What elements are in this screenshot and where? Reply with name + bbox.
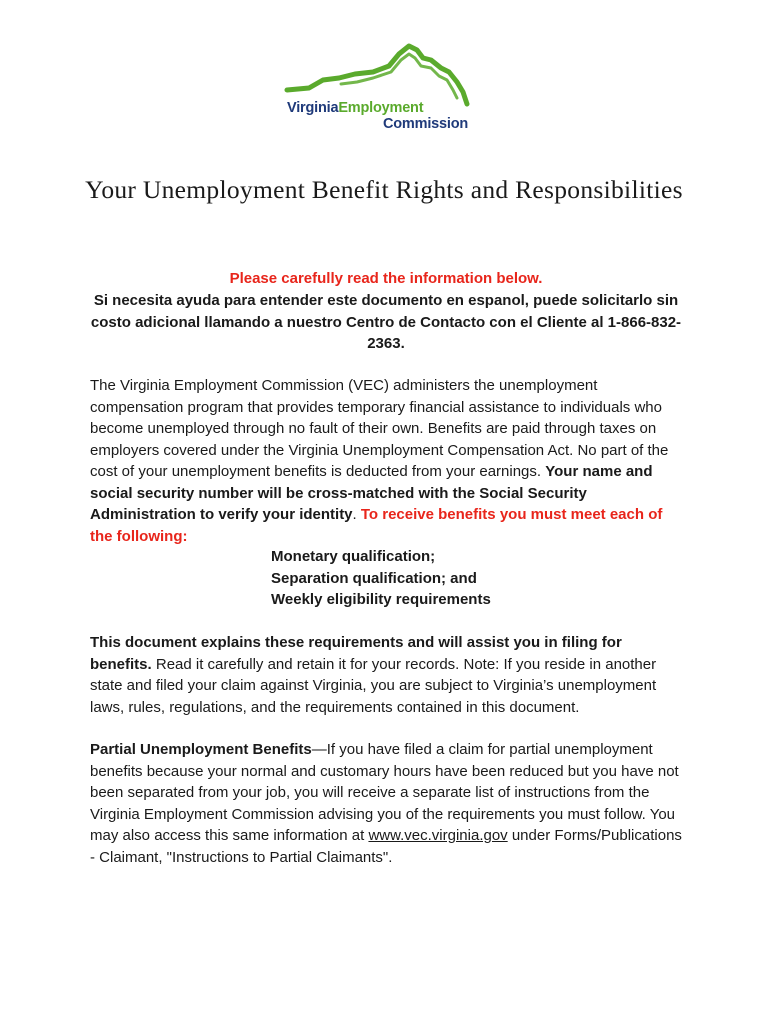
intro-text-2: . [352,506,361,523]
vec-website-link[interactable]: www.vec.virginia.gov [368,827,508,844]
explain-paragraph [90,632,682,718]
intro-text-1: The Virginia Employment Commission (VEC) administers the unemployment compensation program that provides temporary financial assistance to individuals who become unemployed through no fault of their own. Benefits are paid through taxes on employers covered under the Virginia Unemployment Compensation Act. No part of the cost of your unemployment benefits is deducted from your earnings. [90,377,669,480]
partial-paragraph [90,739,682,868]
logo-virginia-text: Virginia [287,100,339,116]
intro-requirements-lead: To receive benefits you must meet each of the following: [90,506,663,545]
partial-heading: Partial Unemployment Benefits [90,741,312,758]
partial-text-1: —If you have filed a claim for partial unemployment benefits because your normal and customary hours have been reduced but you have not been separated from your job, you will receive a separate list of instructions from the Virginia Employment Commission advising you of the requirements you must follow. You may also access this same information at [90,741,679,844]
page-title: Your Unemployment Benefit Rights and Responsibilities [85,175,683,204]
partial-text-2: under Forms/Publications - Claimant, "Instructions to Partial Claimants". [90,827,682,866]
vec-logo [281,42,481,134]
read-notice: Please carefully read the information below. [229,270,543,287]
requirement-item: Separation qualification; and [271,569,477,587]
spanish-help-text: Si necesita ayuda para entender este documento en espanol, puede solicitarlo sin costo adicional llamando a nuestro Centro de Contacto con el Cliente al 1-866-832-2363. [90,292,682,352]
logo-commission-text: Commission [383,116,469,132]
intro-paragraph [90,375,682,547]
logo-employment-text: Employment [338,100,424,116]
requirement-item: Weekly eligibility requirements [271,591,491,608]
intro-identity-note: Your name and social security number will be cross-matched with the Social Security Administration to verify your identity [90,463,653,523]
requirement-item: Monetary qualification; [271,548,436,565]
requirements-list [271,546,491,611]
explain-text: Read it carefully and retain it for your records. Note: If you reside in another state and filed your claim against Virginia, you are subject to Virginia’s unemployment laws, rules, regulations, and the requirements contained in this document. [90,655,657,716]
explain-bold: This document explains these requirements and will assist you in filing for benefits. [90,634,622,673]
